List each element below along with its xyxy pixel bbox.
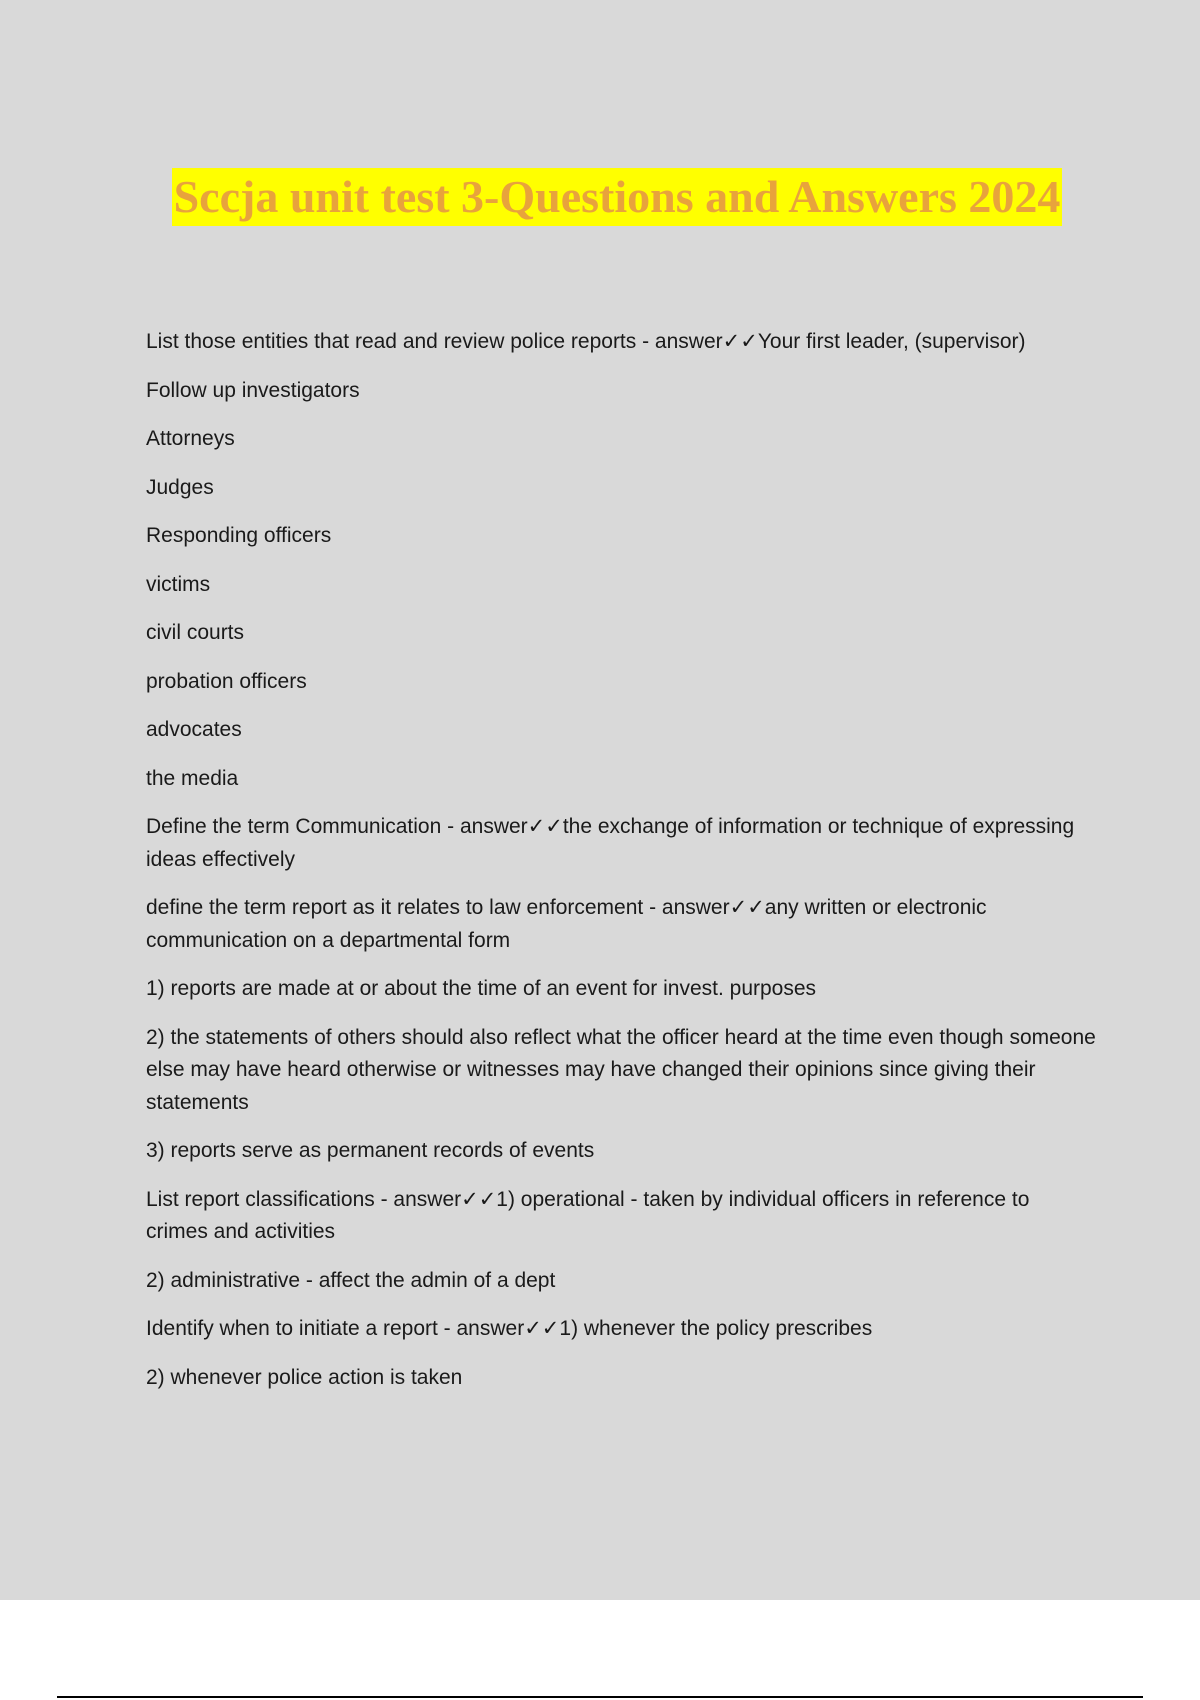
footer-divider — [57, 1696, 1143, 1698]
paragraph: 3) reports serve as permanent records of events — [146, 1139, 595, 1162]
paragraph: the media — [146, 766, 239, 790]
paragraph: victims — [146, 572, 211, 596]
paragraph: probation officers — [146, 669, 307, 693]
title-container — [0, 168, 1200, 226]
paragraph: 2) administrative - affect the admin of a dept — [146, 1268, 556, 1292]
paragraph: define the term report as it relates to law enforcement - answer✓✓any written or electronic communication on a departmental form — [146, 896, 987, 952]
paragraph: 2) whenever police action is taken — [146, 1365, 463, 1389]
paragraph: Define the term Communication - answer✓✓the exchange of information or technique of expressing ideas effectively — [146, 815, 1075, 871]
paragraph: Responding officers — [146, 524, 332, 547]
paragraph: Judges — [146, 475, 214, 499]
paragraph: List report classifications - answer✓✓1) operational - taken by individual officers in reference to crimes and activities — [146, 1187, 1030, 1243]
paragraph: Identify when to initiate a report - answer✓✓1) whenever the policy prescribes — [146, 1317, 873, 1340]
paragraph: civil courts — [146, 621, 245, 644]
document-title: Sccja unit test 3-Questions and Answers 2024 — [172, 168, 1063, 226]
paragraph: 1) reports are made at or about the time of an event for invest. purposes — [146, 977, 817, 1000]
paragraph: Follow up investigators — [146, 378, 360, 402]
paragraph: List those entities that read and review police reports - answer✓✓Your first leader, (supervisor) — [146, 330, 1026, 353]
document-body — [146, 326, 1096, 1410]
paragraph: Attorneys — [146, 427, 235, 450]
paragraph: 2) the statements of others should also reflect what the officer heard at the time even though someone else may have heard otherwise or witnesses may have changed their opinions since giving their statements — [146, 1025, 1096, 1114]
paragraph: advocates — [146, 718, 242, 741]
